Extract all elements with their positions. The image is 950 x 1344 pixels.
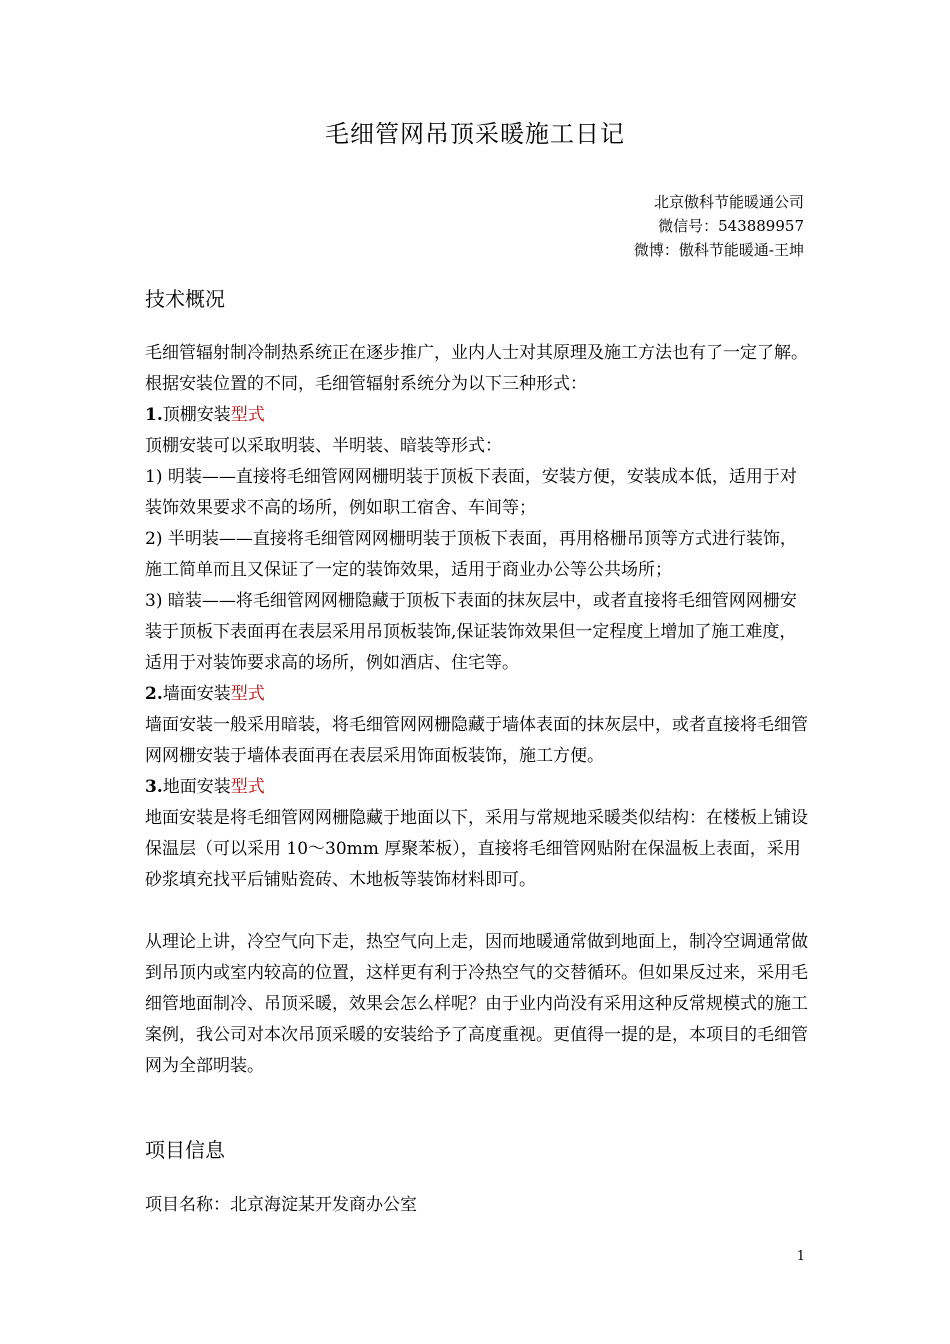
intro-paragraph: 毛细管辐射制冷制热系统正在逐步推广，业内人士对其原理及施工方法也有了一定了解。根据安装位置的不同，毛细管辐射系统分为以下三种形式： [145,343,808,394]
company-name: 北京傲科节能暖通公司 [653,193,804,211]
weibo-id: 微博：傲科节能暖通-王坤 [633,241,804,259]
section-heading-tech-overview: 技术概况 [145,287,225,311]
theory-paragraph: 从理论上讲，冷空气向下走，热空气向上走，因而地暖通常做到地面上，制冷空调通常做到吊顶内或室内较高的位置，这样更有利于冷热空气的交替循环。但如果反过来，采用毛细管地面制冷、吊顶采暖，效果会怎么样呢？由于业内尚没有采用这种反常规模式的施工案例，我公司对本次吊顶采暖的安装给予了高度重视。更值得一提的是，本项目的毛细管网为全部明装。 [145,932,808,1076]
item-label-highlight: 型式 [230,684,265,704]
project-info-body [145,1190,809,1221]
ceiling-option-semi-exposed: 2) 半明装——直接将毛细管网网栅明装于顶板下表面，再用格栅吊顶等方式进行装饰，施工简单而且又保证了一定的装饰效果，适用于商业办公等公共场所； [145,529,797,580]
item-number: 1. [145,405,163,425]
item-label-highlight: 型式 [230,777,265,797]
ceiling-option-concealed: 3) 暗装——将毛细管网网栅隐藏于顶板下表面的抹灰层中，或者直接将毛细管网网栅安装于顶板下表面再在表层采用吊顶板装饰,保证装饰效果但一定程度上增加了施工难度，适用于对装饰要求高的场所，例如酒店、住宅等。 [145,591,797,673]
wall-description: 墙面安装一般采用暗装，将毛细管网网栅隐藏于墙体表面的抹灰层中，或者直接将毛细管网网栅安装于墙体表面再在表层采用饰面板装饰，施工方便。 [145,715,808,766]
tech-overview-body [145,338,809,1082]
ceiling-option-exposed: 1) 明装——直接将毛细管网网栅明装于顶板下表面，安装方便，安装成本低，适用于对装饰效果要求不高的场所，例如职工宿舍、车间等； [145,467,797,518]
item-number: 3. [145,777,163,797]
item-label: 墙面安装 [162,684,231,704]
ceiling-description: 顶棚安装可以采取明装、半明装、暗装等形式： [145,436,502,456]
item-label-highlight: 型式 [230,405,265,425]
wechat-id: 微信号：543889957 [658,217,804,235]
item-heading-wall [145,679,809,710]
document-title: 毛细管网吊顶采暖施工日记 [325,120,625,148]
item-number: 2. [145,684,163,704]
floor-description: 地面安装是将毛细管网网栅隐藏于地面以下，采用与常规地采暖类似结构：在楼板上铺设保温层（可以采用 10～30mm 厚聚苯板），直接将毛细管网贴附在保温板上表面，采用砂浆填充找平后铺贴瓷砖、木地板等装饰材料即可。 [145,808,808,890]
paragraph-gap [145,896,809,927]
page-number: 1 [796,1249,805,1264]
item-heading-floor [145,772,809,803]
author-info [634,190,804,262]
project-name: 项目名称：北京海淀某开发商办公室 [145,1195,417,1215]
section-heading-project-info: 项目信息 [145,1138,225,1162]
item-label: 顶棚安装 [162,405,231,425]
item-label: 地面安装 [162,777,231,797]
item-heading-ceiling [145,400,809,431]
